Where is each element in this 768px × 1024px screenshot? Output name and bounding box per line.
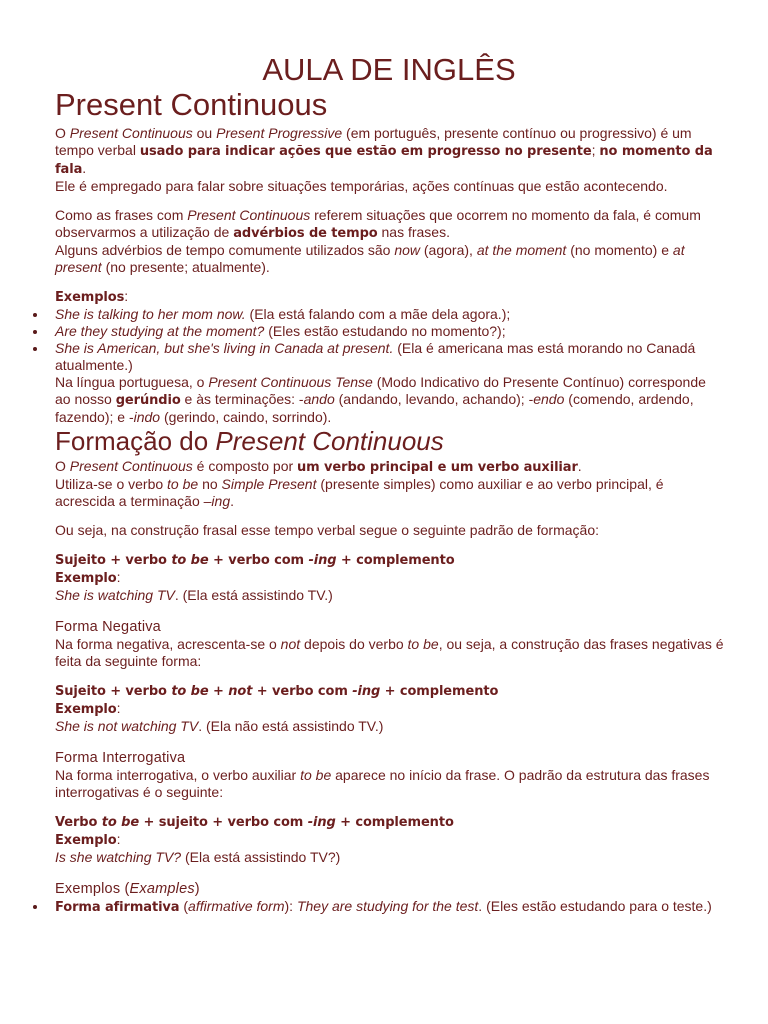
paragraph-portuguese-comparison: Na língua portuguesa, o Present Continuous Tense (Modo Indicativo do Presente Contínuo) corresponde ao nosso gerúndio e às terminações: -ando (andando, levando, achando); -endo (comendo, ardendo, fazendo); e -indo (gerindo, caindo, sorrindo). (55, 374, 706, 425)
example-interrogative: Is she watching TV? (Ela está assistindo TV?) (55, 849, 341, 865)
document-body (55, 87, 725, 916)
paragraph-auxiliary: Utiliza-se o verbo to be no Simple Present (presente simples) como auxiliar e ao verbo principal, é acrescida a terminação –ing. (55, 476, 664, 509)
list-item: Forma afirmativa (affirmative form): They are studying for the test. (Eles estão estudando para o teste.) (55, 898, 725, 916)
paragraph-definition: O Present Continuous ou Present Progressive (em português, presente contínuo ou progressivo) é um tempo verbal usado para indicar ações que estão em progresso no presente; no momento da fala. (55, 125, 713, 177)
formula-negative: Sujeito + verbo to be + not + verbo com -ing + complemento (55, 684, 499, 699)
subheading-examples: Exemplos (Examples) (55, 881, 200, 897)
paragraph-adverbs-intro: Como as frases com Present Continuous referem situações que ocorrem no momento da fala, é comum observarmos a utilização de advérbios de tempo nas frases. (55, 207, 701, 241)
paragraph-negative: Na forma negativa, acrescenta-se o not depois do verbo to be, ou seja, a construção das frases negativas é feita da seguinte forma: (55, 636, 724, 669)
paragraph-composition: O Present Continuous é composto por um verbo principal e um verbo auxiliar. (55, 458, 582, 475)
subheading-interrogative-form: Forma Interrogativa (55, 750, 186, 766)
list-item: She is American, but she's living in Canada at present. (Ela é americana mas está morando no Canadá atualmente.) (55, 340, 725, 374)
subheading-negative-form: Forma Negativa (55, 619, 161, 635)
final-examples-list (55, 898, 725, 916)
section-heading-present-continuous: Present Continuous (55, 87, 328, 122)
examples-label: Exemplos: (55, 288, 129, 305)
paragraph-interrogative: Na forma interrogativa, o verbo auxiliar to be aparece no início da frase. O padrão da estrutura das frases interrogativas é o seguinte: (55, 767, 710, 800)
paragraph-usage: Ele é empregado para falar sobre situações temporárias, ações contínuas que estão acontecendo. (55, 178, 668, 194)
example-affirmative: She is watching TV. (Ela está assistindo TV.) (55, 587, 333, 603)
list-item: Are they studying at the moment? (Eles estão estudando no momento?); (55, 323, 725, 340)
page-title: AULA DE INGLÊS (262, 52, 516, 87)
paragraph-pattern-intro: Ou seja, na construção frasal esse tempo verbal segue o seguinte padrão de formação: (55, 522, 599, 538)
section-heading-formation: Formação do Present Continuous (55, 426, 444, 456)
paragraph-adverbs-list: Alguns advérbios de tempo comumente utilizados são now (agora), at the moment (no momento) e at present (no presente; atualmente). (55, 242, 685, 275)
example-label: Exemplo: (55, 700, 121, 717)
example-negative: She is not watching TV. (Ela não está assistindo TV.) (55, 718, 384, 734)
list-item: She is talking to her mom now. (Ela está falando com a mãe dela agora.); (55, 306, 725, 323)
example-label: Exemplo: (55, 569, 121, 586)
example-label: Exemplo: (55, 831, 121, 848)
examples-list (55, 306, 725, 374)
formula-interrogative: Verbo to be + sujeito + verbo com -ing + complemento (55, 815, 454, 830)
formula-affirmative: Sujeito + verbo to be + verbo com -ing + complemento (55, 553, 455, 568)
